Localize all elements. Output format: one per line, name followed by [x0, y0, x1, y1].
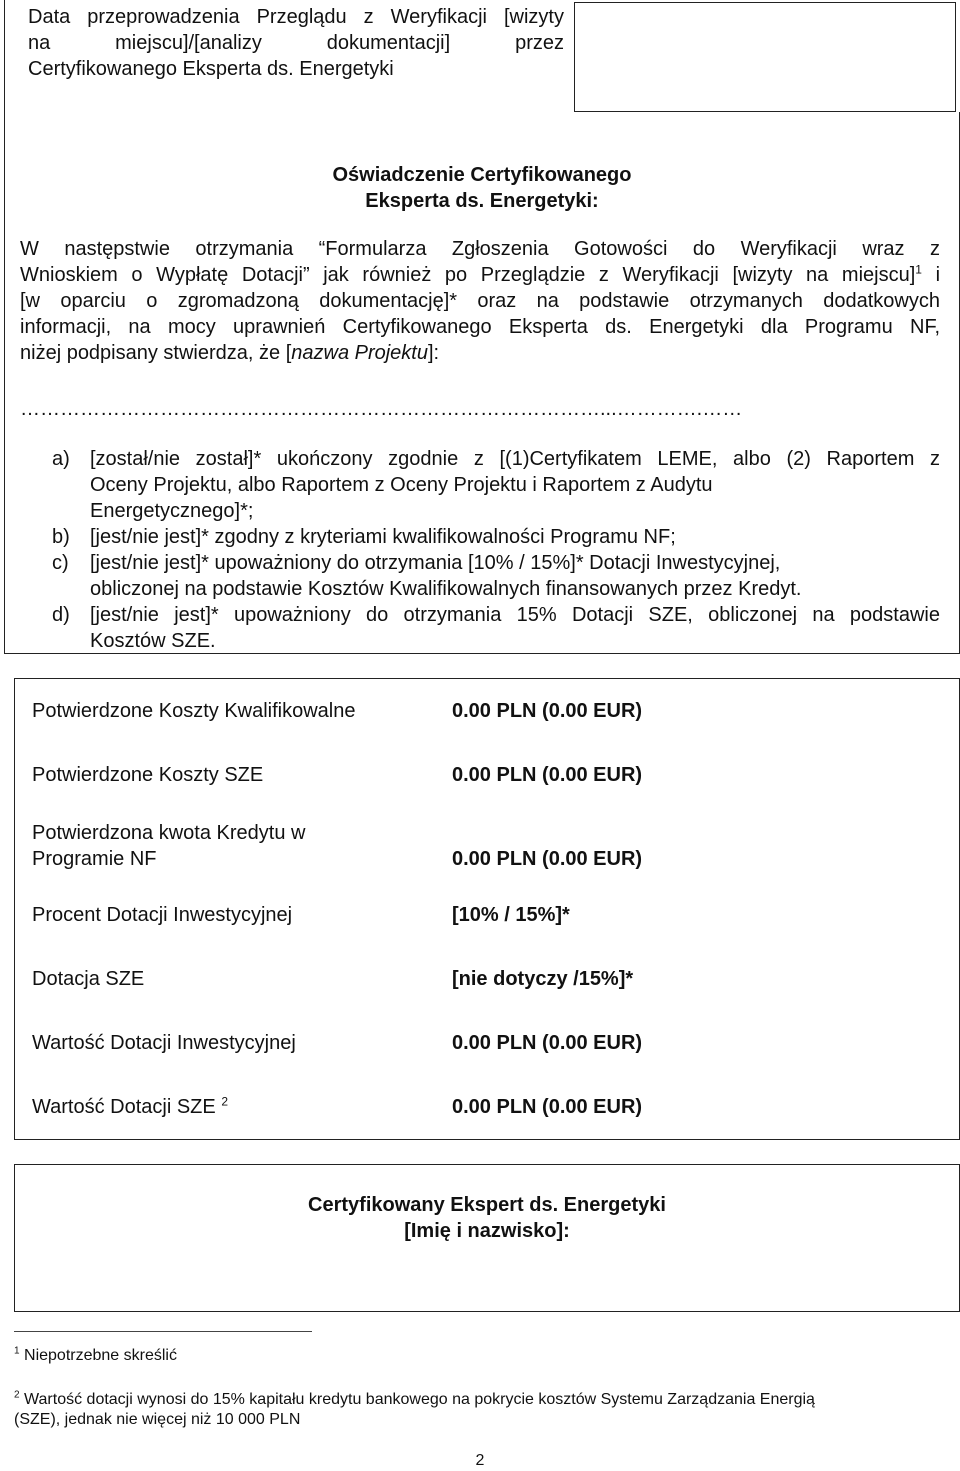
review-date-value-field[interactable]	[574, 2, 956, 112]
cost-label-sze-grant: Dotacja SZE	[32, 968, 145, 990]
item-d-line-1: [jest/nie jest]* upoważniony do otrzymania 15% Dotacji SZE, obliczonej na podstawie	[90, 604, 940, 626]
review-date-label	[28, 4, 564, 82]
item-b-line-1: [jest/nie jest]* zgodny z kryteriami kwalifikowalności Programu NF;	[90, 526, 676, 548]
item-d-line-2: Kosztów SZE.	[90, 630, 216, 652]
cost-label-credit-line-1: Potwierdzona kwota Kredytu w	[32, 822, 306, 844]
cost-value-investment-percent: [10% / 15%]*	[452, 904, 570, 926]
item-a-line-1: [został/nie został]* ukończony zgodnie z [(1)Certyfikatem LEME, albo (2) Raportem z	[90, 448, 940, 470]
item-c-line-2: obliczonej na podstawie Kosztów Kwalifikowalnych finansowanych przez Kredyt.	[90, 578, 802, 600]
footnote-2-line-2: (SZE), jednak nie więcej niż 10 000 PLN	[14, 1411, 301, 1428]
review-date-line-1: Data przeprowadzenia Przeglądu z Weryfikacji [wizyty	[28, 6, 564, 28]
cost-label-investment-percent: Procent Dotacji Inwestycyjnej	[32, 904, 293, 926]
footnote-1	[14, 1346, 177, 1366]
cost-label-sze-value-text: Wartość Dotacji SZE	[32, 1096, 216, 1118]
signature-block	[14, 1192, 960, 1244]
list-item-b	[52, 524, 940, 550]
project-name-dots: ……………………………………………………………………………...………….……	[20, 398, 743, 420]
cost-label-credit-line-2: Programie NF	[32, 848, 157, 870]
list-mark-a: a)	[52, 448, 70, 470]
list-item-d	[52, 602, 940, 654]
signature-name-label: [Imię i nazwisko]:	[404, 1220, 570, 1242]
intro-line-5-prefix: niżej podpisany stwierdza, że [	[20, 342, 292, 364]
cost-value-sze-value: 0.00 PLN (0.00 EUR)	[452, 1096, 643, 1118]
intro-line-2-text: Wnioskiem o Wypłatę Dotacji” jak również po Przeglądzie z Weryfikacji [wizyty na miejscu]	[20, 264, 916, 286]
list-item-a	[52, 446, 940, 526]
statement-intro	[20, 236, 940, 366]
project-name-placeholder: nazwa Projektu	[291, 342, 428, 364]
item-a-line-2: Oceny Projektu, albo Raportem z Oceny Projektu i Raportem z Audytu	[90, 474, 713, 496]
item-c-line-1: [jest/nie jest]* upoważniony do otrzymania [10% / 15%]* Dotacji Inwestycyjnej,	[90, 552, 781, 574]
signature-title: Certyfikowany Ekspert ds. Energetyki	[308, 1194, 666, 1216]
intro-line-5-suffix: ]:	[428, 342, 440, 364]
cost-value-sze: 0.00 PLN (0.00 EUR)	[452, 764, 643, 786]
footnote-1-mark: 1	[14, 1345, 20, 1357]
list-mark-d: d)	[52, 604, 70, 626]
list-item-c	[52, 550, 940, 602]
intro-line-4: informacji, na mocy uprawnień Certyfikowanego Eksperta ds. Energetyki dla Programu NF,	[20, 316, 940, 338]
footnote-ref-1: 1	[915, 262, 922, 277]
intro-line-2	[20, 262, 940, 288]
cost-label-credit	[32, 820, 422, 872]
page-number: 2	[475, 1452, 485, 1469]
review-date-line-3: Certyfikowanego Eksperta ds. Energetyki	[28, 58, 394, 80]
intro-line-5	[20, 340, 940, 366]
item-a-line-3: Energetycznego]*;	[90, 500, 254, 522]
cost-label-sze: Potwierdzone Koszty SZE	[32, 764, 264, 786]
statement-title-line-1: Oświadczenie Certyfikowanego	[332, 164, 632, 186]
intro-line-3: [w oparciu o zgromadzoną dokumentację]* oraz na podstawie otrzymanych dodatkowych	[20, 290, 940, 312]
cost-label-sze-value	[32, 1094, 422, 1120]
intro-line-1: W następstwie otrzymania “Formularza Zgłoszenia Gotowości do Weryfikacji wraz z	[20, 238, 940, 260]
list-mark-b: b)	[52, 526, 70, 548]
footnote-2-line-1	[14, 1390, 954, 1410]
footnote-separator	[14, 1331, 312, 1332]
statement-title-line-2: Eksperta ds. Energetyki:	[365, 190, 599, 212]
cost-label-qualified: Potwierdzone Koszty Kwalifikowalne	[32, 700, 356, 722]
cost-value-credit: 0.00 PLN (0.00 EUR)	[452, 848, 643, 870]
cost-value-qualified: 0.00 PLN (0.00 EUR)	[452, 700, 643, 722]
footnote-2-text: Wartość dotacji wynosi do 15% kapitału kredytu bankowego na pokrycie kosztów Systemu Zarządzania Energią	[24, 1391, 815, 1408]
footnote-ref-2: 2	[221, 1094, 228, 1109]
footnote-2-mark: 2	[14, 1389, 20, 1401]
footnote-2	[14, 1390, 954, 1430]
cost-value-investment-value: 0.00 PLN (0.00 EUR)	[452, 1032, 643, 1054]
list-mark-c: c)	[52, 552, 69, 574]
cost-label-investment-value: Wartość Dotacji Inwestycyjnej	[32, 1032, 296, 1054]
cost-value-sze-grant: [nie dotyczy /15%]*	[452, 968, 634, 990]
footnote-1-text: Niepotrzebne skreślić	[24, 1347, 177, 1364]
statement-title	[4, 162, 960, 214]
intro-line-2-end: i	[921, 264, 941, 286]
review-date-line-2: na miejscu]/[analizy dokumentacji] przez	[28, 32, 564, 54]
